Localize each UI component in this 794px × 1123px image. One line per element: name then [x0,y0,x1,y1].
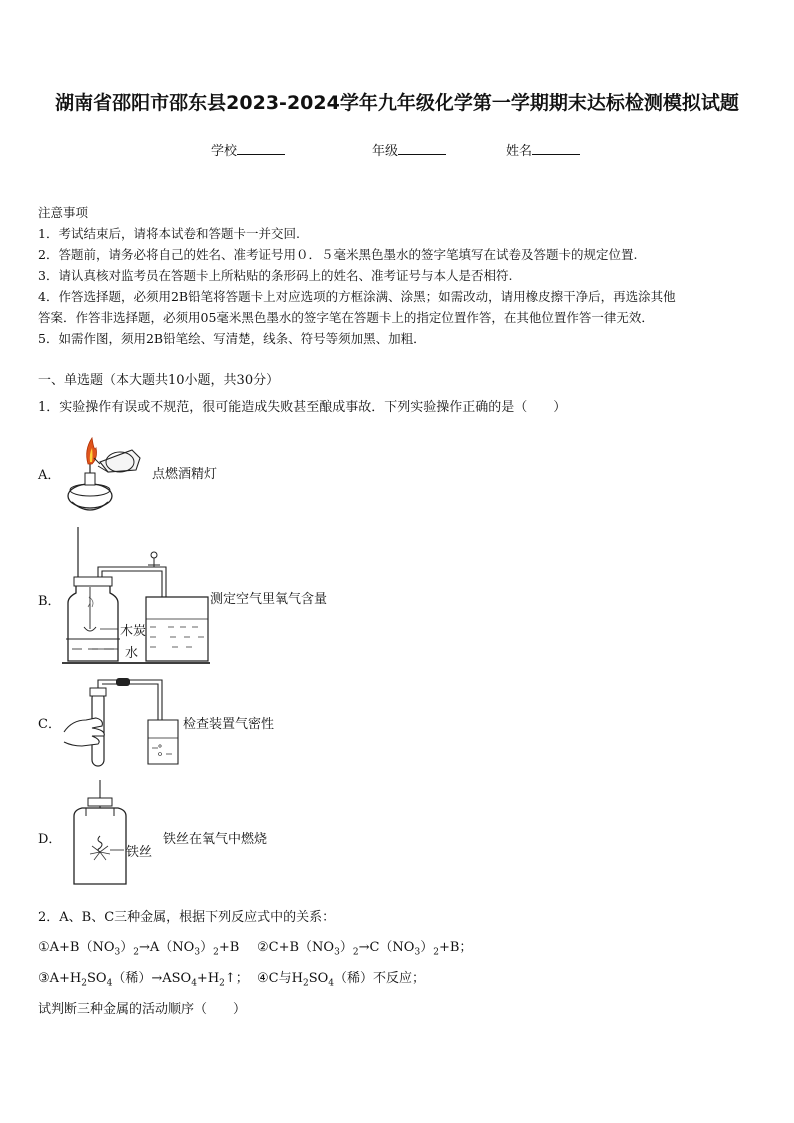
notice-item: 5．如需作图，须用2B铅笔绘、写清楚，线条、符号等须加黑、加粗． [38,331,426,346]
iron-wire-combustion-icon [66,780,136,890]
grade-label: 年级 [372,144,399,159]
notice-item: 3．请认真核对监考员在答题卡上所粘贴的条形码上的姓名、准考证号与本人是否相符. [38,268,513,283]
reaction-2: $②C+B(NO_3)_2\to C(NO_3)_2+B$； [257,940,473,958]
option-a-caption: 点燃酒精灯 [152,467,218,482]
option-d-caption: 铁丝在氧气中燃烧 [163,832,268,847]
page-title: 湖南省邵阳市邵东县2023-2024学年九年级化学第一学期期末达标检测模拟试题 [55,92,739,114]
alcohol-lamp-icon [60,428,150,520]
option-a-letter[interactable]: A． [38,468,61,483]
question-1-stem: 1．实验操作有误或不规范，很可能造成失败甚至酿成事故．下列实验操作正确的是（ ） [38,400,567,415]
water-label: 水 [125,646,139,661]
school-field[interactable] [211,140,285,159]
question-2-ask: 试判断三种金属的活动顺序（ ） [38,1002,247,1017]
airtightness-check-icon [62,676,186,768]
option-c-letter[interactable]: C． [38,717,61,732]
option-d-letter[interactable]: D． [38,832,62,847]
name-blank[interactable] [532,142,580,155]
notice-item: 4．作答选择题，必须用2B铅笔将答题卡上对应选项的方框涂满、涂黑；如需改动，请用橡皮擦干净后，再选涂其他 [38,289,676,304]
grade-field[interactable] [372,140,446,159]
reaction-3: $③A+H_2SO_4$（稀）$\to ASO_4+H_2↑$； [38,971,249,989]
notice-item: 1．考试结束后，请将本试卷和答题卡一并交回. [38,226,300,241]
iron-wire-label: 铁丝 [126,845,153,860]
section-heading: 一、单选题（本大题共10小题，共30分） [38,373,280,388]
reaction-1: $①A+B(NO_3)_2\to A(NO_3)_2+B$ [38,940,240,958]
notice-heading: 注意事项 [38,205,89,220]
name-label: 姓名 [506,144,533,159]
option-c-caption: 检查装置气密性 [183,717,275,732]
question-2-stem: 2．A、B、C三种金属，根据下列反应式中的关系： [38,910,336,925]
grade-blank[interactable] [398,142,446,155]
name-field[interactable] [506,140,580,159]
notice-item: 2．答题前，请务必将自己的姓名、准考证号用０．５毫米黑色墨水的签字笔填写在试卷及答题卡的规定位置. [38,247,638,262]
option-b-caption: 测定空气里氧气含量 [210,592,328,607]
reaction-4: ④C与$H_2SO_4$（稀）不反应； [257,971,426,989]
option-b-letter[interactable]: B． [38,594,61,609]
charcoal-label: 木炭 [120,624,147,639]
school-label: 学校 [211,144,238,159]
school-blank[interactable] [237,142,285,155]
notice-item: 答案．作答非选择题，必须用05毫米黑色墨水的签字笔在答题卡上的指定位置作答，在其他位置作答一律无效． [38,310,654,325]
